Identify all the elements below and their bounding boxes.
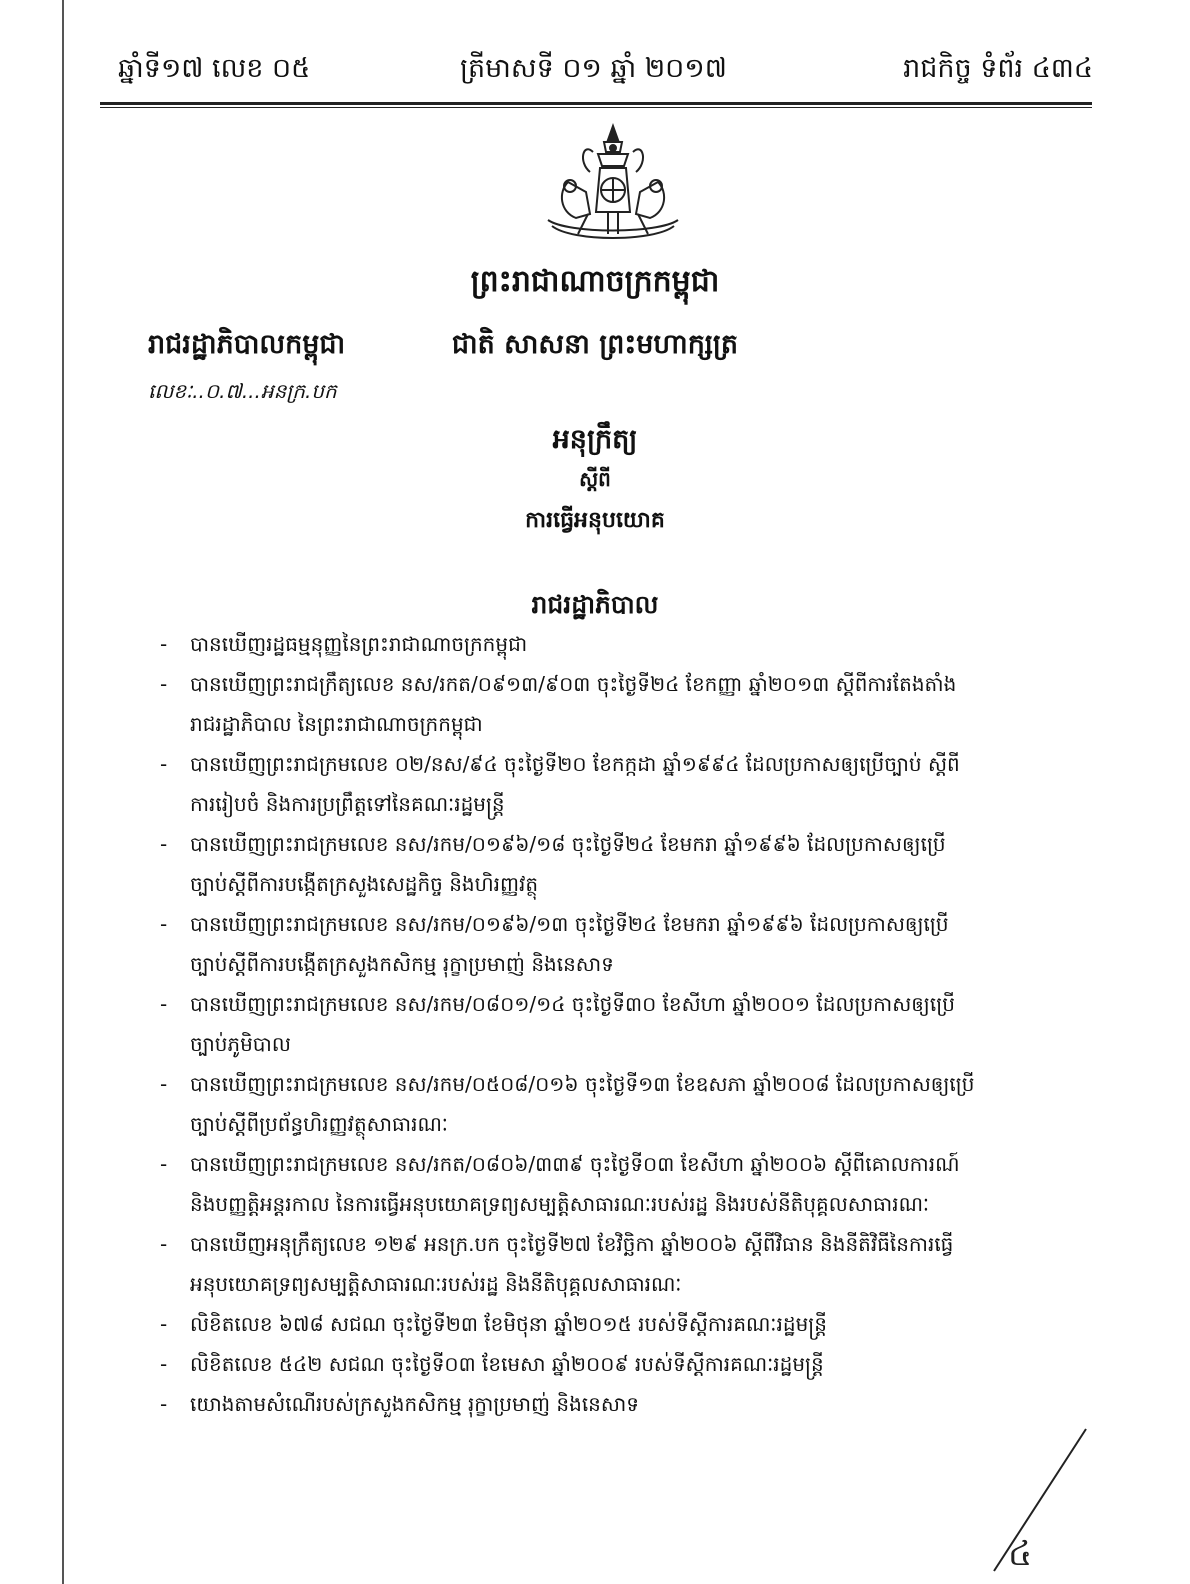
bullet-dash: - (160, 1352, 168, 1376)
document-type: អនុក្រឹត្យ (552, 424, 638, 455)
header-rule-thin (100, 107, 1092, 108)
list-item-text: បានឃើញរដ្ឋធម្មនុញ្ញនៃព្រះរាជាណាចក្រកម្ពុជា (190, 632, 528, 656)
list-item (160, 1144, 1060, 1224)
list-item-text: បានឃើញអនុក្រឹត្យលេខ ១២៩ អនក្រ.បក ចុះថ្ងៃទី២៧ ខែវិច្ឆិកា ឆ្នាំ២០០៦ ស្តីពីវិធាន និងនីតិវិធីនៃការធ្វើ (190, 1232, 954, 1256)
bullet-dash: - (160, 1392, 168, 1416)
bullet-dash: - (160, 632, 168, 656)
list-item-text-cont: ច្បាប់ស្តីពីការបង្កើតក្រសួងកសិកម្ម រុក្ខាប្រមាញ់ និងនេសាទ (190, 952, 614, 976)
handwritten-mark-text: ៤ (1008, 1534, 1033, 1574)
reference-number: លេខៈ..០.៧...អនក្រ.បក (148, 379, 337, 403)
list-item (160, 1344, 1060, 1384)
government-name: រាជរដ្ឋាភិបាលកម្ពុជា (148, 329, 346, 360)
gazette-page: រាជកិច្ច ទំព័រ ៤៣៤ (903, 53, 1093, 84)
list-item (160, 1064, 1060, 1144)
handwritten-initial-mark (990, 1425, 1090, 1575)
bullet-dash: - (160, 1312, 168, 1336)
gazette-year-issue: ឆ្នាំទី១៧ លេខ ០៥ (118, 53, 311, 84)
list-item (160, 824, 1060, 904)
bullet-dash: - (160, 832, 168, 856)
list-item-text: លិខិតលេខ ៦៧៨ សជណ ចុះថ្ងៃទី២៣ ខែមិថុនា ឆ្នាំ២០១៥ របស់ទីស្តីការគណៈរដ្ឋមន្ត្រី (190, 1312, 827, 1336)
bullet-dash: - (160, 1152, 168, 1176)
list-item-text: លិខិតលេខ ៥៤២ សជណ ចុះថ្ងៃទី០៣ ខែមេសា ឆ្នាំ២០០៩ របស់ទីស្តីការគណៈរដ្ឋមន្ត្រី (190, 1352, 824, 1376)
list-item (160, 1224, 1060, 1304)
list-item (160, 1384, 1060, 1424)
list-item-text: បានឃើញព្រះរាជក្រមលេខ នស/រកត/០៨០៦/៣៣៩ ចុះថ្ងៃទី០៣ ខែសីហា ឆ្នាំ២០០៦ ស្តីពីគោលការណ៍ (190, 1152, 960, 1176)
section-title: រាជរដ្ឋាភិបាល (531, 590, 659, 619)
list-item (160, 624, 1060, 664)
list-item (160, 984, 1060, 1064)
bullet-dash: - (160, 1072, 168, 1096)
list-item-text: បានឃើញព្រះរាជក្រមលេខ នស/រកម/០១៩៦/១៨ ចុះថ្ងៃទី២៤ ខែមករា ឆ្នាំ១៩៩៦ ដែលប្រកាសឲ្យប្រើ (190, 832, 946, 856)
bullet-dash: - (160, 912, 168, 936)
kingdom-title: ព្រះរាជាណាចក្រកម្ពុជា (470, 264, 720, 299)
gazette-header (118, 52, 1093, 92)
list-item-text: យោងតាមសំណើរបស់ក្រសួងកសិកម្ម រុក្ខាប្រមាញ់ និងនេសាទ (190, 1392, 639, 1416)
gazette-quarter: ត្រីមាសទី ០១ ឆ្នាំ ២០១៧ (460, 53, 727, 84)
list-item (160, 1304, 1060, 1344)
list-item-text-cont: ច្បាប់ស្តីពីការបង្កើតក្រសួងសេដ្ឋកិច្ច និងហិរញ្ញវត្ថុ (190, 872, 539, 896)
list-item-text: បានឃើញព្រះរាជក្រមលេខ នស/រកម/០១៩៦/១៣ ចុះថ្ងៃទី២៤ ខែមករា ឆ្នាំ១៩៩៦ ដែលប្រកាសឲ្យប្រើ (190, 912, 949, 936)
document-subject: ការធ្វើអនុបយោគ (525, 508, 665, 533)
bullet-dash: - (160, 992, 168, 1016)
list-item-text-cont: ច្បាប់ស្តីពីប្រព័ន្ធហិរញ្ញវត្ថុសាធារណៈ (190, 1112, 448, 1136)
list-item-text: បានឃើញព្រះរាជក្រមលេខ នស/រកម/០៥០៨/០១៦ ចុះថ្ងៃទី១៣ ខែឧសភា ឆ្នាំ២០០៨ ដែលប្រកាសឲ្យប្រើ (190, 1072, 975, 1096)
header-rule (100, 102, 1092, 105)
list-item-text-cont: អនុបយោគទ្រព្យសម្បត្តិសាធារណៈរបស់រដ្ឋ និងនីតិបុគ្គលសាធារណៈ (190, 1272, 682, 1296)
list-item-text: បានឃើញព្រះរាជក្រឹត្យលេខ នស/រកត/០៩១៣/៩០៣ ចុះថ្ងៃទី២៤ ខែកញ្ញា ឆ្នាំ២០១៣ ស្តីពីការតែងតាំង (190, 672, 957, 696)
list-item-text-cont: និងបញ្ញត្តិអន្តរកាល នៃការធ្វើអនុបយោគទ្រព្យសម្បត្តិសាធារណៈរបស់រដ្ឋ និងរបស់នីតិបុគ្គលសាធារណៈ (190, 1192, 930, 1216)
left-margin-rule (62, 0, 64, 1584)
bullet-dash: - (160, 752, 168, 776)
list-item-text-cont: ការរៀបចំ និងការប្រព្រឹត្តទៅនៃគណៈរដ្ឋមន្ត្រី (190, 792, 505, 816)
list-item-text: បានឃើញព្រះរាជក្រមលេខ ០២/នស/៩៤ ចុះថ្ងៃទី២០ ខែកក្កដា ឆ្នាំ១៩៩៤ ដែលប្រកាសឲ្យប្រើច្បាប់ ស្តីពី (190, 752, 960, 776)
list-item (160, 744, 1060, 824)
bullet-dash: - (160, 672, 168, 696)
national-motto: ជាតិ សាសនា ព្រះមហាក្សត្រ (451, 329, 739, 360)
list-item-text-cont: រាជរដ្ឋាភិបាល នៃព្រះរាជាណាចក្រកម្ពុជា (190, 712, 483, 736)
bullet-dash: - (160, 1232, 168, 1256)
preamble-list (160, 624, 1060, 1424)
list-item-text-cont: ច្បាប់ភូមិបាល (190, 1032, 291, 1056)
document-about: ស្តីពី (579, 467, 611, 491)
royal-emblem-icon (538, 122, 688, 252)
list-item (160, 904, 1060, 984)
list-item (160, 664, 1060, 744)
list-item-text: បានឃើញព្រះរាជក្រមលេខ នស/រកម/០៨០១/១៤ ចុះថ្ងៃទី៣០ ខែសីហា ឆ្នាំ២០០១ ដែលប្រកាសឲ្យប្រើ (190, 992, 955, 1016)
